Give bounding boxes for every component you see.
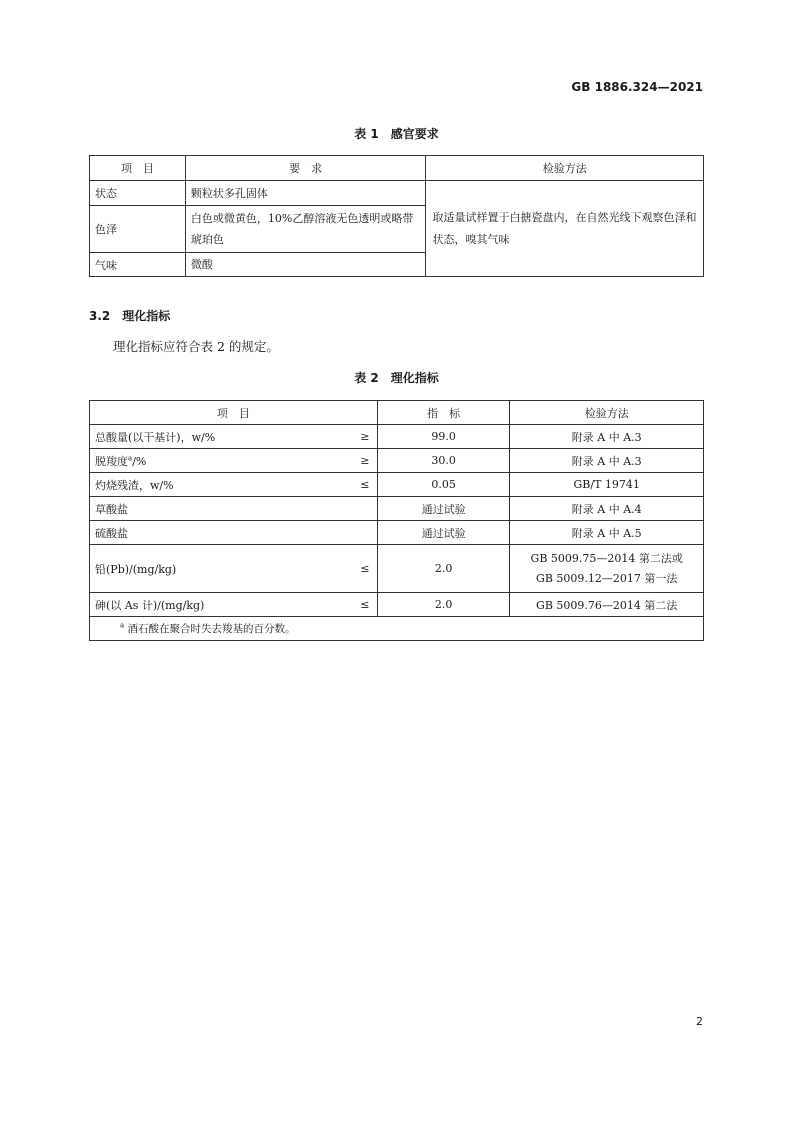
standard-number: GB 1886.324—2021 — [571, 80, 703, 94]
row-requirement: 微酸 — [185, 253, 426, 277]
table1-caption — [0, 125, 793, 142]
row-method: 附录 A 中 A.5 — [510, 521, 704, 545]
table-row — [90, 425, 704, 449]
row-value: 99.0 — [377, 425, 510, 449]
row-item: 草酸盐 — [90, 497, 378, 521]
method-cell: 取适量试样置于白搪瓷盘内，在自然光线下观察色泽和状态，嗅其气味 — [426, 181, 704, 277]
row-item: 总酸量(以干基计)，w/% — [90, 425, 353, 449]
table-row — [90, 545, 704, 593]
page-number: 2 — [696, 1015, 703, 1028]
table-footnote — [90, 617, 704, 641]
section-title: 理化指标 — [122, 309, 171, 323]
table2-caption-number: 表 2 — [354, 371, 379, 385]
comparison-symbol: ≤ — [353, 473, 377, 497]
section-number: 3.2 — [89, 309, 111, 323]
row-value: 2.0 — [377, 593, 510, 617]
row-value: 30.0 — [377, 449, 510, 473]
sensory-requirements-table — [89, 155, 704, 277]
footnote-row — [90, 617, 704, 641]
table-row — [90, 449, 704, 473]
comparison-symbol: ≤ — [353, 545, 377, 593]
table-row — [90, 497, 704, 521]
row-method: 附录 A 中 A.3 — [510, 425, 704, 449]
footnote-ref: a — [128, 453, 133, 462]
row-value: 通过试验 — [377, 521, 510, 545]
section-paragraph: 理化指标应符合表 2 的规定。 — [113, 339, 279, 354]
row-item — [90, 449, 353, 473]
comparison-symbol: ≥ — [353, 425, 377, 449]
header-requirement: 要 求 — [185, 156, 426, 181]
row-item: 砷(以 As 计)/(mg/kg) — [90, 593, 353, 617]
row-item: 状态 — [90, 181, 186, 206]
footnote-text: 酒石酸在聚合时失去羧基的百分数。 — [127, 623, 296, 635]
row-method: GB/T 19741 — [510, 473, 704, 497]
row-item: 硫酸盐 — [90, 521, 378, 545]
table2-caption-title: 理化指标 — [390, 371, 439, 385]
row-requirement: 白色或微黄色，10%乙醇溶液无色透明或略带琥珀色 — [185, 206, 426, 253]
comparison-symbol: ≤ — [353, 593, 377, 617]
table-row — [90, 521, 704, 545]
table-row — [90, 473, 704, 497]
row-method: GB 5009.76—2014 第二法 — [510, 593, 704, 617]
method-line: GB 5009.12—2017 第一法 — [536, 571, 678, 585]
header-method: 检验方法 — [426, 156, 704, 181]
row-value: 0.05 — [377, 473, 510, 497]
row-value: 2.0 — [377, 545, 510, 593]
row-item-main: 脱羧度 — [95, 454, 128, 468]
physicochemical-indices-table — [89, 400, 704, 641]
table1-caption-title: 感官要求 — [390, 127, 439, 141]
table1-caption-number: 表 1 — [354, 127, 379, 141]
header-item: 项 目 — [90, 156, 186, 181]
table2-caption — [0, 369, 793, 386]
row-value: 通过试验 — [377, 497, 510, 521]
header-item: 项 目 — [90, 401, 378, 425]
row-method — [510, 545, 704, 593]
header-index: 指 标 — [377, 401, 510, 425]
section-heading — [89, 307, 170, 324]
row-item: 气味 — [90, 253, 186, 277]
row-method: 附录 A 中 A.4 — [510, 497, 704, 521]
table-row — [90, 181, 704, 206]
row-item: 灼烧残渣，w/% — [90, 473, 353, 497]
table-header-row — [90, 156, 704, 181]
table-header-row — [90, 401, 704, 425]
row-item-unit: /% — [132, 454, 147, 468]
row-item: 铅(Pb)/(mg/kg) — [90, 545, 353, 593]
table-row — [90, 593, 704, 617]
row-method: 附录 A 中 A.3 — [510, 449, 704, 473]
comparison-symbol: ≥ — [353, 449, 377, 473]
method-line: GB 5009.75—2014 第二法或 — [530, 551, 683, 565]
row-item: 色泽 — [90, 206, 186, 253]
row-requirement: 颗粒状多孔固体 — [185, 181, 426, 206]
header-method: 检验方法 — [510, 401, 704, 425]
footnote-marker: a — [120, 621, 125, 630]
